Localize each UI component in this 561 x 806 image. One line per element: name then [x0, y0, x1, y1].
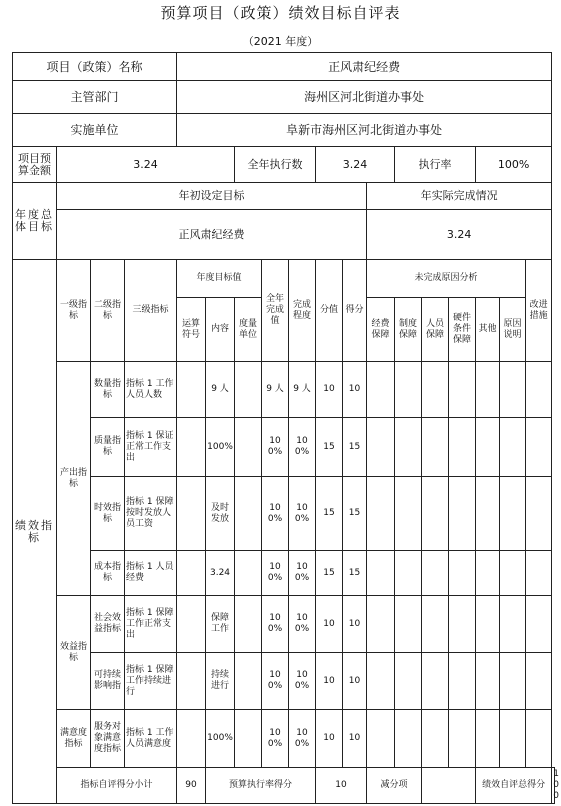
row-degree: 100% — [289, 551, 316, 596]
group-benefit: 效益指标 — [57, 596, 91, 710]
row-value: 10 — [316, 710, 343, 768]
executed-label: 全年执行数 — [235, 147, 316, 183]
row-score: 15 — [343, 418, 367, 477]
table-row — [13, 653, 555, 710]
row-full: 100% — [262, 653, 289, 710]
exec-score-label: 预算执行率得分 — [206, 768, 316, 804]
improve-header: 改进措施 — [526, 260, 552, 362]
table-row — [13, 551, 555, 596]
deduct-label: 减分项 — [367, 768, 422, 804]
row-content: 持续进行 — [206, 653, 235, 710]
row-l3: 指标 1 保障工作正常支出 — [125, 596, 177, 653]
row-score: 10 — [343, 362, 367, 418]
table-row — [13, 596, 555, 653]
reason-hardware-header: 硬件条件保障 — [449, 298, 476, 362]
full-year-header: 全年完成值 — [262, 260, 289, 362]
exec-score-value: 10 — [316, 768, 367, 804]
perf-indicators-label: 绩效指标 — [13, 260, 57, 804]
row-degree: 100% — [289, 710, 316, 768]
row-full: 100% — [262, 710, 289, 768]
row-value: 10 — [316, 362, 343, 418]
group-output: 产出指标 — [57, 362, 91, 596]
row-l2: 数量指标 — [91, 362, 125, 418]
row-content: 100% — [206, 710, 235, 768]
row-degree: 100% — [289, 653, 316, 710]
table-row — [13, 362, 555, 418]
row-score: 10 — [343, 596, 367, 653]
row-degree: 100% — [289, 596, 316, 653]
reason-staff-header: 人员保障 — [422, 298, 449, 362]
row-l2: 成本指标 — [91, 551, 125, 596]
department-value: 海州区河北街道办事处 — [177, 81, 552, 114]
planned-goal-value: 正风肃纪经费 — [57, 210, 367, 260]
row-score: 10 — [343, 653, 367, 710]
row-score: 15 — [343, 477, 367, 551]
planned-goal-header: 年初设定目标 — [57, 183, 367, 210]
l3-header: 三级指标 — [125, 260, 177, 362]
row-value: 15 — [316, 551, 343, 596]
row-full: 100% — [262, 418, 289, 477]
row-l3: 指标 1 人员经费 — [125, 551, 177, 596]
project-name-value: 正风肃纪经费 — [177, 53, 552, 81]
reason-system-header: 制度保障 — [395, 298, 422, 362]
row-content: 3.24 — [206, 551, 235, 596]
total-label: 绩效自评总得分 — [476, 768, 552, 804]
content-header: 内容 — [206, 298, 235, 362]
page-title: 预算项目（政策）绩效目标自评表 — [160, 4, 401, 22]
subtotal-value: 90 — [177, 768, 206, 804]
row-score: 15 — [343, 551, 367, 596]
annual-goal-label: 年度总体目标 — [13, 183, 57, 260]
year-label: （2021 年度） — [242, 35, 319, 48]
row-full: 9 人 — [262, 362, 289, 418]
group-satisfaction: 满意度指标 — [57, 710, 91, 768]
l1-header: 一级指标 — [57, 260, 91, 362]
row-value: 10 — [316, 653, 343, 710]
budget-label: 项目预算金额 — [13, 147, 57, 183]
row-l2: 时效指标 — [91, 477, 125, 551]
project-name-label: 项目（政策）名称 — [13, 53, 177, 81]
table-row — [13, 710, 555, 768]
exec-rate-label: 执行率 — [395, 147, 476, 183]
row-content: 100% — [206, 418, 235, 477]
row-l2: 服务对象满意度指标 — [91, 710, 125, 768]
row-full: 100% — [262, 477, 289, 551]
score-value-header: 分值 — [316, 260, 343, 362]
exec-rate-value: 100% — [476, 147, 552, 183]
implementer-value: 阜新市海州区河北街道办事处 — [177, 114, 552, 147]
deduct-value — [422, 768, 476, 804]
row-l3: 指标 1 保证正常工作支出 — [125, 418, 177, 477]
reason-funding-header: 经费保障 — [367, 298, 395, 362]
row-content: 及时发放 — [206, 477, 235, 551]
row-degree: 100% — [289, 418, 316, 477]
row-l3: 指标 1 工作人员人数 — [125, 362, 177, 418]
degree-header: 完成程度 — [289, 260, 316, 362]
row-value: 15 — [316, 477, 343, 551]
row-degree: 9 人 — [289, 362, 316, 418]
row-l3: 指标 1 保障工作持续进行 — [125, 653, 177, 710]
score-header: 得分 — [343, 260, 367, 362]
evaluation-table — [12, 52, 559, 804]
reason-header: 未完成原因分析 — [367, 260, 526, 298]
row-full: 100% — [262, 596, 289, 653]
reason-explain-header: 原因说明 — [500, 298, 526, 362]
table-row — [13, 418, 555, 477]
budget-amount: 3.24 — [57, 147, 235, 183]
row-content: 9 人 — [206, 362, 235, 418]
row-l3: 指标 1 工作人员满意度 — [125, 710, 177, 768]
row-degree: 100% — [289, 477, 316, 551]
actual-goal-header: 年实际完成情况 — [367, 183, 552, 210]
unit-header: 度量单位 — [235, 298, 262, 362]
table-row — [13, 477, 555, 551]
row-score: 10 — [343, 710, 367, 768]
row-content: 保障工作 — [206, 596, 235, 653]
calc-header: 运算符号 — [177, 298, 206, 362]
actual-goal-value: 3.24 — [367, 210, 552, 260]
subtotal-label: 指标自评得分小计 — [57, 768, 177, 804]
implementer-label: 实施单位 — [13, 114, 177, 147]
executed-value: 3.24 — [316, 147, 395, 183]
department-label: 主管部门 — [13, 81, 177, 114]
row-l2: 社会效益指标 — [91, 596, 125, 653]
reason-other-header: 其他 — [476, 298, 500, 362]
row-value: 15 — [316, 418, 343, 477]
row-value: 10 — [316, 596, 343, 653]
row-full: 100% — [262, 551, 289, 596]
total-value: 100 — [552, 768, 555, 804]
target-header: 年度目标值 — [177, 260, 262, 298]
row-l2: 可持续影响指 — [91, 653, 125, 710]
row-l3: 指标 1 保障按时发放人员工资 — [125, 477, 177, 551]
row-l2: 质量指标 — [91, 418, 125, 477]
l2-header: 二级指标 — [91, 260, 125, 362]
